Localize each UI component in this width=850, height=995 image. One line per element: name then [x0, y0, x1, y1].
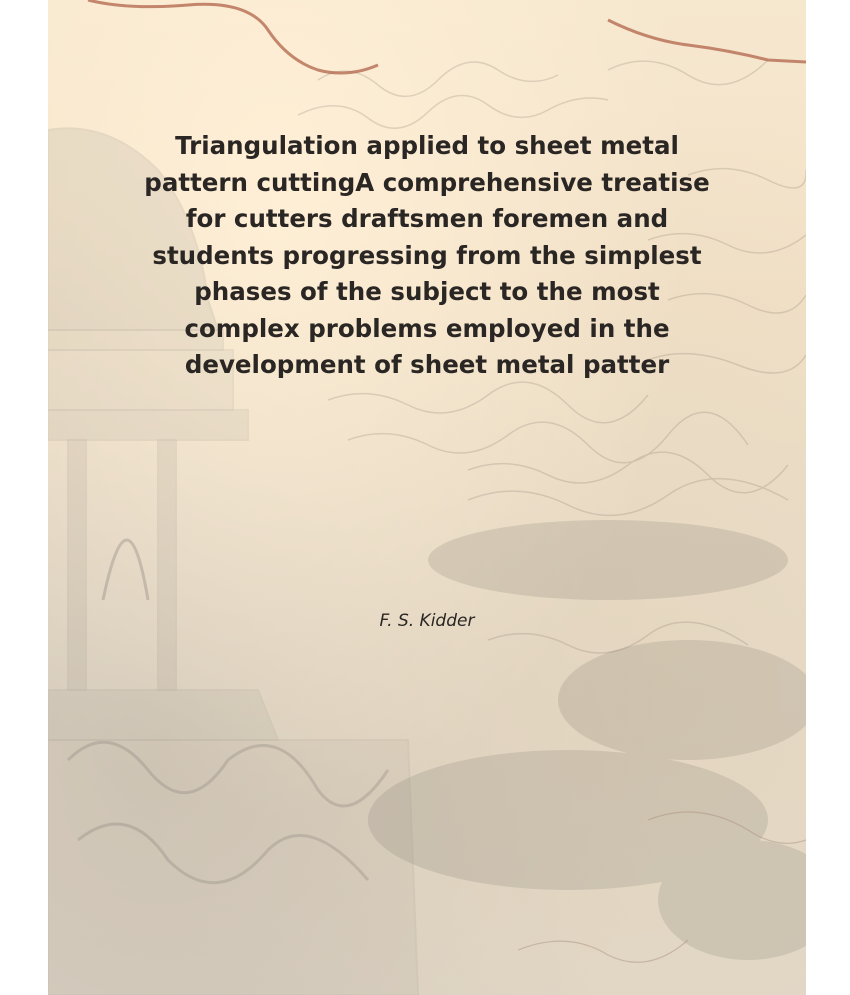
- title-line: complex problems employed in the: [184, 313, 670, 343]
- title-line: students progressing from the simplest: [152, 240, 702, 270]
- title-line: Triangulation applied to sheet metal: [175, 131, 679, 160]
- book-author: F. S. Kidder: [379, 611, 475, 631]
- title-line: pattern cuttingA comprehensive treatise: [144, 167, 710, 197]
- title-line: for cutters draftsmen foremen and: [185, 204, 669, 233]
- book-cover: [48, 0, 806, 995]
- landscape-illustration: [368, 520, 806, 960]
- title-line: phases of the subject to the most: [194, 277, 660, 306]
- paper-crack: [88, 0, 806, 73]
- book-title: [48, 128, 806, 384]
- title-line: development of sheet metal patter: [184, 350, 670, 379]
